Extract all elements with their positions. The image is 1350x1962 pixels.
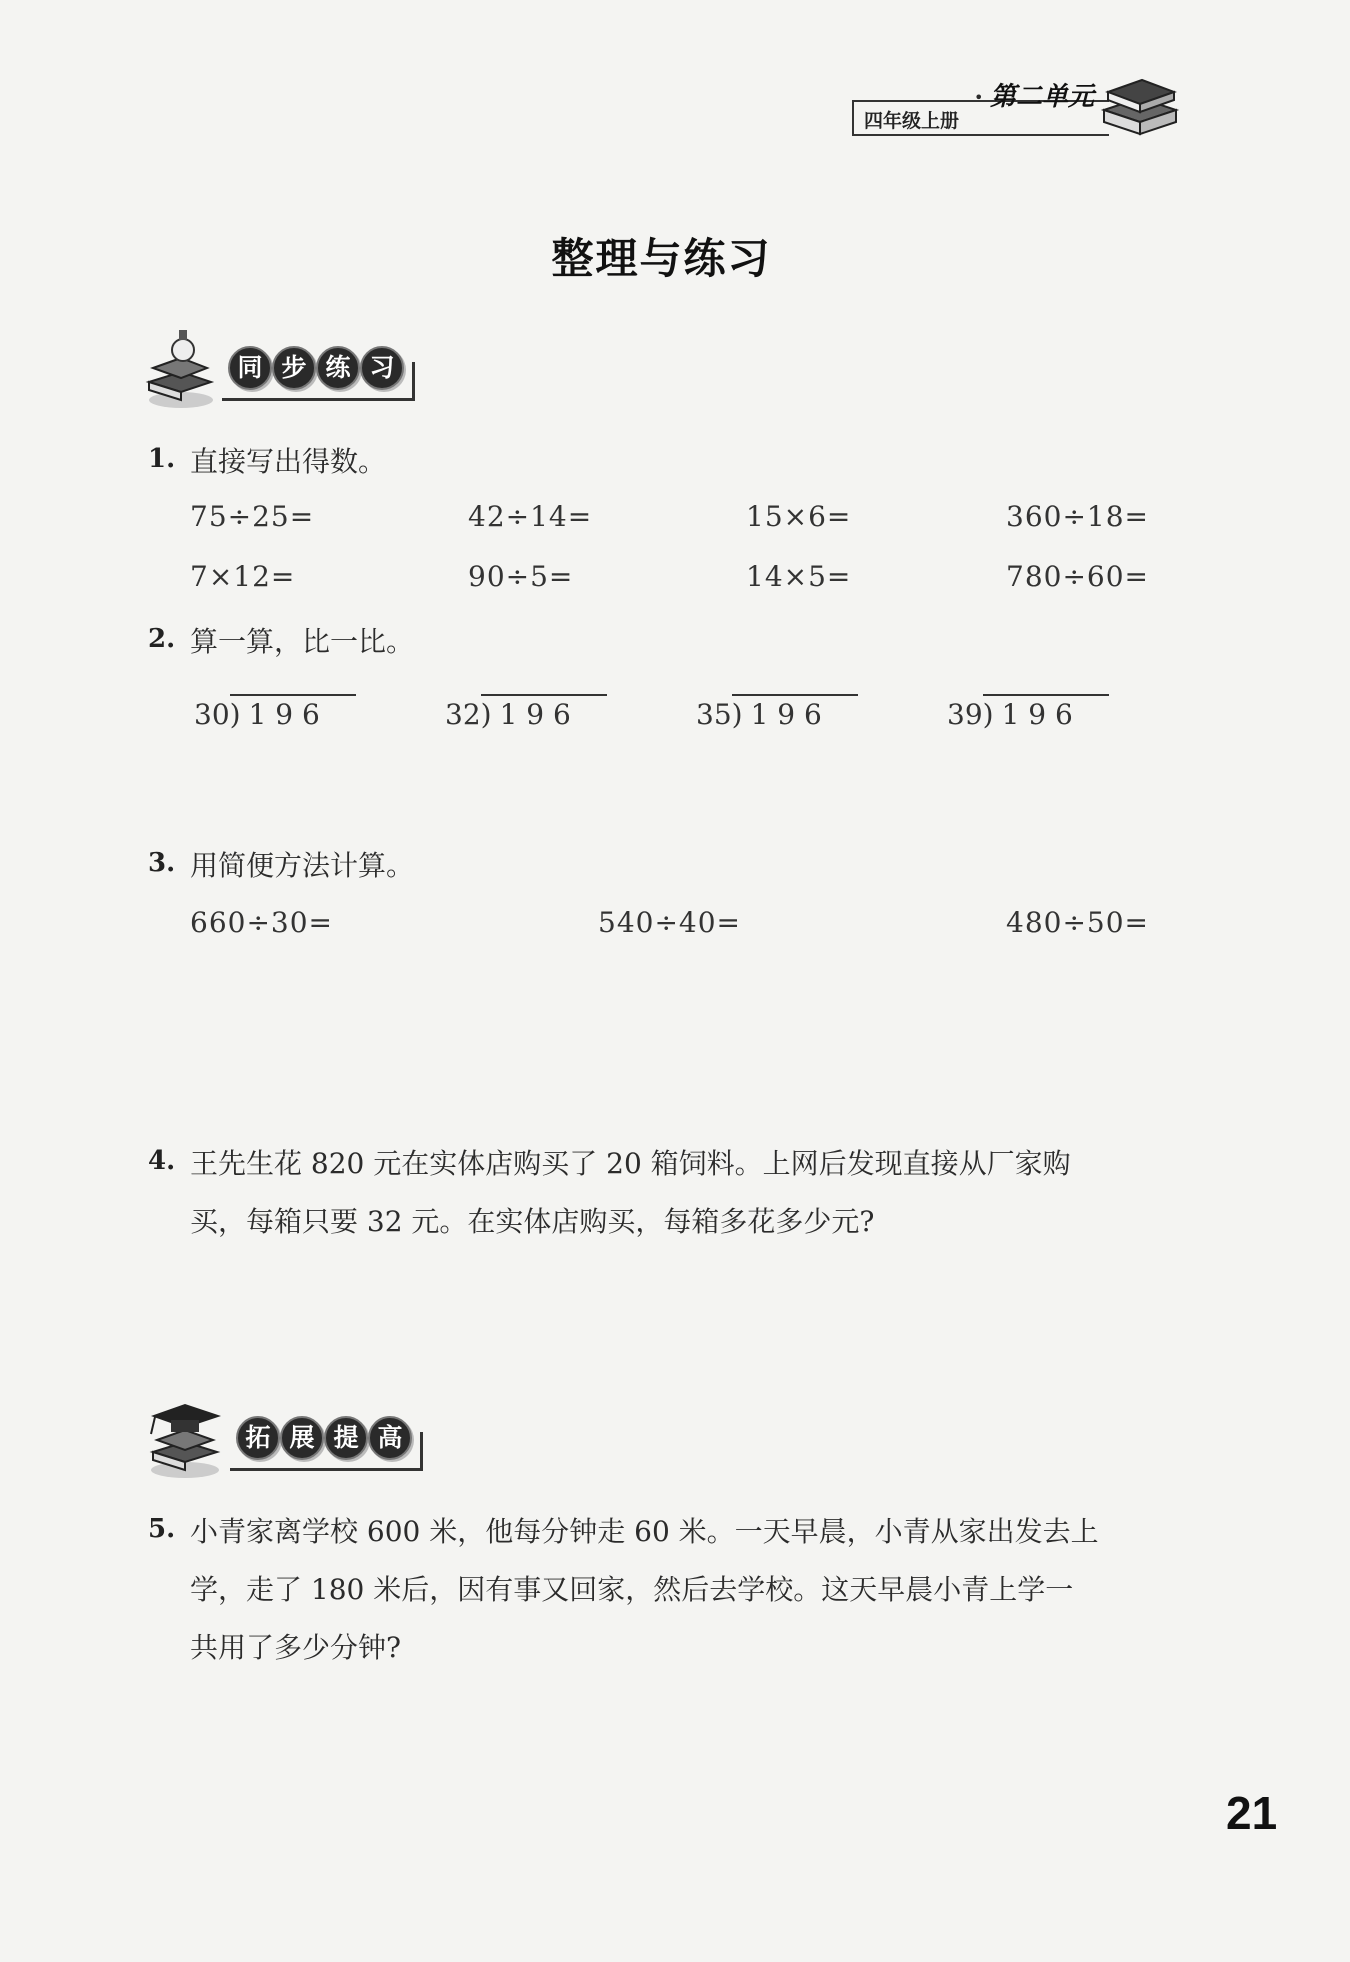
badge-char: 练: [316, 346, 360, 390]
long-division: [696, 698, 822, 731]
dividend: 1 9 6: [1001, 698, 1073, 731]
badge-char: 习: [360, 346, 404, 390]
division-bracket: ): [480, 698, 492, 731]
expression: 660÷30=: [190, 906, 333, 939]
expression: 7×12=: [190, 560, 296, 593]
expression: 14×5=: [746, 560, 852, 593]
question-number: 4.: [148, 1146, 176, 1176]
expression: 540÷40=: [598, 906, 741, 939]
divisor: 30: [194, 698, 230, 731]
dividend: 1 9 6: [248, 698, 320, 731]
grade-label: 四年级上册: [864, 110, 960, 132]
division-bracket: ): [229, 698, 241, 731]
expression: 15×6=: [746, 500, 852, 533]
divisor: 39: [947, 698, 983, 731]
question-number: 1.: [148, 444, 176, 474]
books-graduation-cap-icon: [145, 1400, 227, 1480]
dividend: 1 9 6: [750, 698, 822, 731]
badge-char: 展: [280, 1416, 324, 1460]
expression: 480÷50=: [1006, 906, 1149, 939]
question-text: 用简便方法计算。: [190, 849, 415, 882]
division-bracket: ): [731, 698, 743, 731]
badge-char: 提: [324, 1416, 368, 1460]
question-text-line: 小青家离学校 600 米，他每分钟走 60 米。一天早晨，小青从家出发去上: [190, 1515, 1099, 1548]
divisor: 32: [445, 698, 481, 731]
books-lamp-icon: [145, 328, 215, 410]
badge-char: 同: [228, 346, 272, 390]
question-text-line: 学，走了 180 米后，因有事又回家，然后去学校。这天早晨小青上学一: [190, 1573, 1074, 1606]
question-text: 算一算，比一比。: [190, 625, 415, 658]
question-text-line: 共用了多少分钟?: [190, 1631, 402, 1664]
unit-label: 第二单元: [990, 82, 1095, 112]
badge-char: 步: [272, 346, 316, 390]
expression: 360÷18=: [1006, 500, 1149, 533]
division-bracket: ): [982, 698, 994, 731]
question-text-line: 王先生花 820 元在实体店购买了 20 箱饲料。上网后发现直接从厂家购: [190, 1147, 1071, 1180]
question-number: 5.: [148, 1514, 176, 1544]
question-text-line: 买，每箱只要 32 元。在实体店购买，每箱多花多少元?: [190, 1205, 875, 1238]
page-title: 整理与练习: [551, 234, 772, 283]
header-dot: •: [974, 88, 984, 107]
long-division: [445, 698, 571, 731]
question-number: 3.: [148, 848, 176, 878]
question-number: 2.: [148, 624, 176, 654]
division-bar: [983, 694, 1109, 696]
division-bar: [481, 694, 607, 696]
dividend: 1 9 6: [499, 698, 571, 731]
question-text: 直接写出得数。: [190, 445, 387, 478]
divisor: 35: [696, 698, 732, 731]
expression: 42÷14=: [468, 500, 593, 533]
expression: 75÷25=: [190, 500, 315, 533]
page-number: 21: [1226, 1787, 1278, 1839]
division-bar: [732, 694, 858, 696]
long-division: [194, 698, 320, 731]
long-division: [947, 698, 1073, 731]
expression: 90÷5=: [468, 560, 574, 593]
badge-char: 拓: [236, 1416, 280, 1460]
expression: 780÷60=: [1006, 560, 1149, 593]
division-bar: [230, 694, 356, 696]
badge-char: 高: [368, 1416, 412, 1460]
books-stack-icon: [1100, 70, 1180, 142]
